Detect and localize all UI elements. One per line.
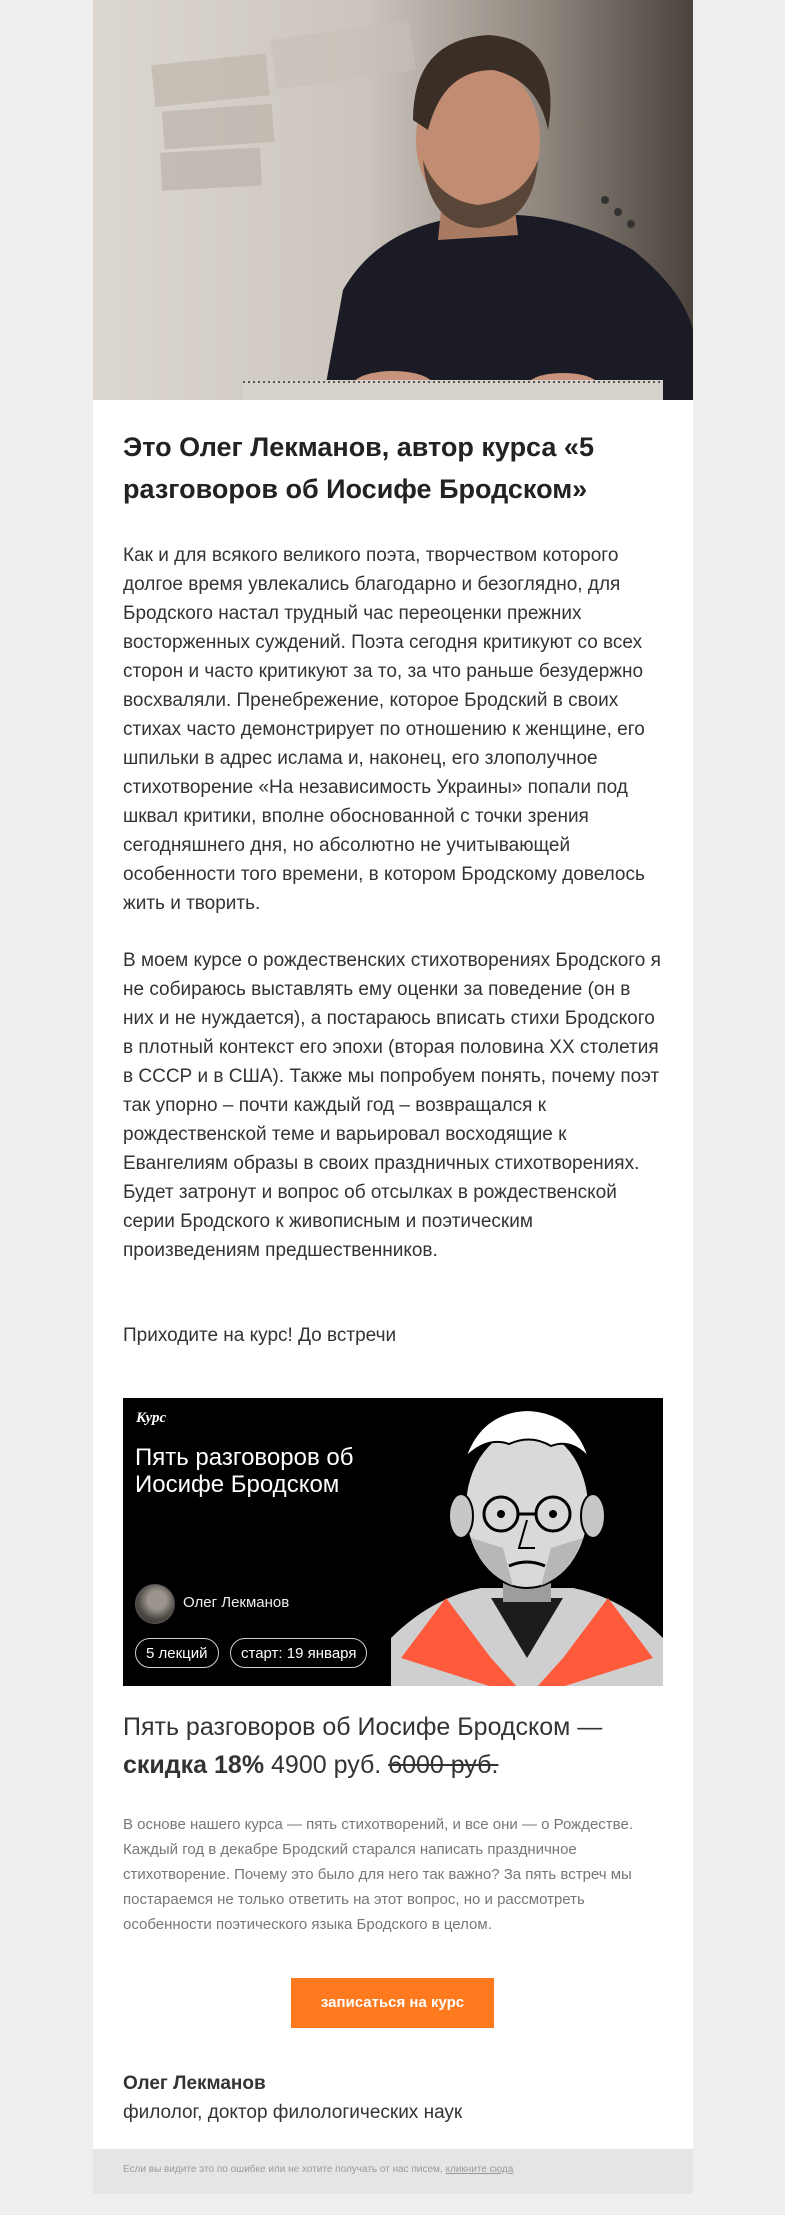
banner-title: Пять разговоров об Иосифе Бродском	[135, 1444, 354, 1498]
brodsky-portrait-illustration	[391, 1398, 663, 1686]
footer-message: Если вы видите это по ошибке или не хотите получать от нас писем,	[123, 2164, 446, 2175]
signature-role: филолог, доктор филологических наук	[123, 2102, 463, 2123]
old-price: 6000 руб.	[388, 1751, 499, 1779]
signature-name: Олег Лекманов	[123, 2073, 266, 2094]
course-banner[interactable]	[123, 1398, 663, 1686]
discount-label: скидка 18%	[123, 1751, 265, 1779]
course-offer-heading	[123, 1708, 663, 1784]
course-name: Пять разговоров об Иосифе Бродском —	[123, 1713, 603, 1741]
banner-author-name: Олег Лекманов	[183, 1594, 290, 1611]
enroll-button[interactable]: записаться на курс	[291, 1978, 494, 2028]
closing-paragraph: Приходите на курс! До встречи	[123, 1325, 397, 1346]
email-card	[93, 0, 693, 2149]
email-title: Это Олег Лекманов, автор курса «5 разговоров об Иосифе Бродском»	[123, 432, 594, 504]
intro-paragraph: Как и для всякого великого поэта, творчеством которого долгое время увлекались благодарно и безоглядно, для Бродского настал трудный час переоценки прежних восторженных суждений. Поэта сегодня критикуют со всех сторон и часто критикуют за то, за что раньше безудержно восхваляли. Пренебрежение, которое Бродский в своих стихах часто демонстрирует по отношению к женщине, его шпильки в адрес ислама и, наконец, его злополучное стихотворение «На независимость Украины» попали под шквал критики, вполне обоснованной с точки зрения сегодняшнего дня, но абсолютно не учитывающей особенности того времени, в котором Бродскому довелось жить и творить.	[123, 545, 645, 914]
course-price: 4900 руб.	[271, 1751, 382, 1779]
course-description: В основе нашего курса — пять стихотворений, и все они — о Рождестве. Каждый год в декабре Бродский старался написать праздничное стихотворение. Почему это было для него так важно? За пять встреч мы постараемся не только ответить на этот вопрос, но и рассмотреть особенности поэтического языка Бродского в целом.	[123, 1816, 633, 1933]
lectures-badge: 5 лекций	[135, 1638, 219, 1668]
unsubscribe-link[interactable]: кликните сюда	[445, 2164, 514, 2175]
author-photo-illustration	[93, 0, 693, 400]
author-avatar	[135, 1584, 175, 1624]
unsubscribe-footer	[93, 2149, 693, 2194]
author-photo	[93, 0, 693, 400]
course-paragraph: В моем курсе о рождественских стихотворениях Бродского я не собираюсь выставлять ему оценки за поведение (он в них и не нуждается), а постараюсь вписать стихи Бродского в плотный контекст его эпохи (вторая половина XX столетия в СССР и в США). Также мы попробуем понять, почему поэт так упорно – почти каждый год – возвращался к рождественской теме и варьировал восходящие к Евангелиям образы в своих праздничных стихотворениях. Будет затронут и вопрос об отсылках в рождественской серии Бродского к живописным и поэтическим произведениям предшественников.	[123, 950, 661, 1261]
start-date-badge: старт: 19 января	[230, 1638, 367, 1668]
footer-text	[123, 2164, 513, 2175]
banner-brand: Курс	[136, 1410, 167, 1426]
